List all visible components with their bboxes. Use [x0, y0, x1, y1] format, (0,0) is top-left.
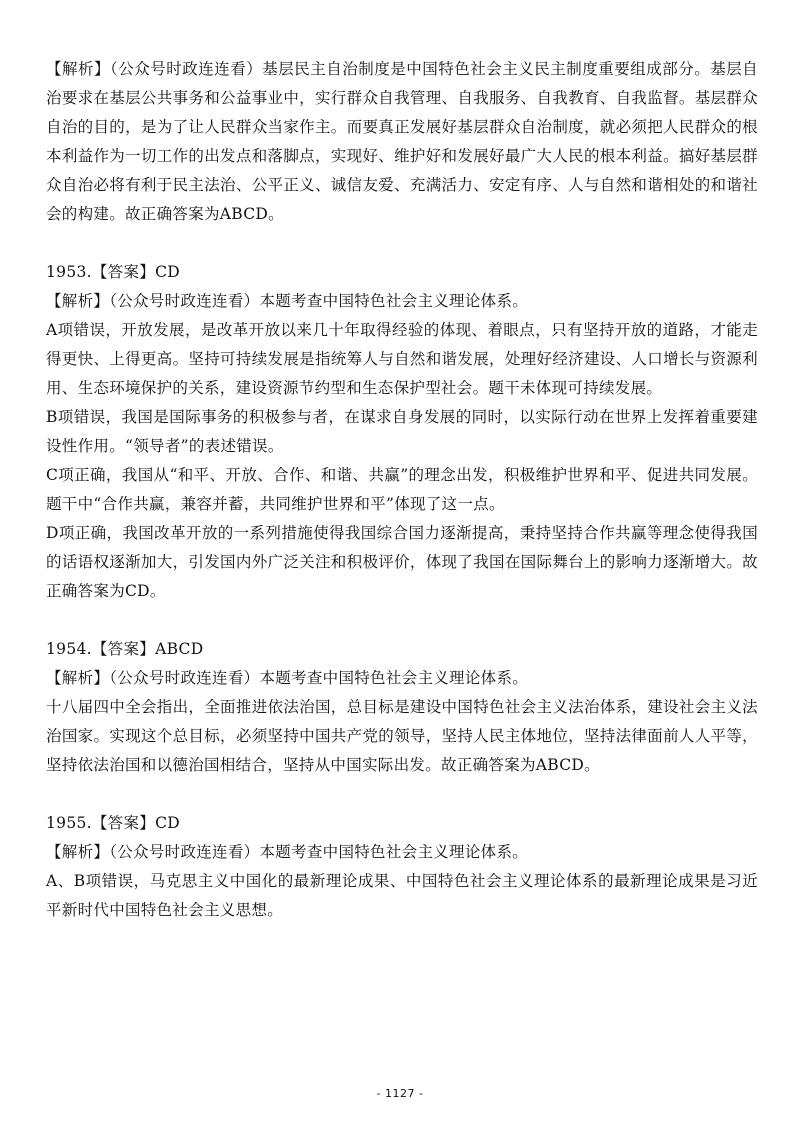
question-block-1954 — [46, 635, 758, 780]
explanation-paragraph: C项正确，我国从“和平、开放、合作、和谐、共赢”的理念出发，积极维护世界和平、促进共同发展。题干中“合作共赢，兼容并蓄，共同维护世界和平”体现了这一点。 — [46, 466, 758, 513]
explanation-block — [46, 55, 758, 229]
answer-line: 1954.【答案】ABCD — [46, 640, 204, 658]
section-gap — [46, 229, 758, 258]
explanation-paragraph: 【解析】（公众号时政连连看）本题考查中国特色社会主义理论体系。 — [46, 843, 529, 861]
question-block-1955 — [46, 809, 758, 925]
answer-line: 1955.【答案】CD — [46, 814, 180, 832]
question-block-1953 — [46, 258, 758, 606]
explanation-paragraph: 十八届四中全会指出，全面推进依法治国，总目标是建设中国特色社会主义法治体系，建设社会主义法治国家。实现这个总目标，必须坚持中国共产党的领导，坚持人民主体地位，坚持法律面前人人平等，坚持依法治国和以德治国相结合，坚持从中国实际出发。故正确答案为ABCD。 — [46, 698, 758, 774]
explanation-paragraph: A项错误，开放发展，是改革开放以来几十年取得经验的体现、着眼点，只有坚持开放的道路，才能走得更快、上得更高。坚持可持续发展是指统筹人与自然和谐发展，处理好经济建设、人口增长与资源利用、生态环境保护的关系，建设资源节约型和生态保护型社会。题干未体现可持续发展。 — [46, 321, 758, 397]
page-number: - 1127 - — [376, 1087, 424, 1100]
explanation-paragraph: 【解析】（公众号时政连连看）本题考查中国特色社会主义理论体系。 — [46, 292, 529, 310]
section-gap — [46, 780, 758, 809]
document-body — [46, 55, 758, 925]
explanation-paragraph: 【解析】（公众号时政连连看）本题考查中国特色社会主义理论体系。 — [46, 669, 529, 687]
section-gap — [46, 606, 758, 635]
explanation-paragraph: D项正确，我国改革开放的一系列措施使得我国综合国力逐渐提高，秉持坚持合作共赢等理念使得我国的话语权逐渐加大，引发国内外广泛关注和积极评价，体现了我国在国际舞台上的影响力逐渐增大。故正确答案为CD。 — [46, 524, 758, 600]
explanation-paragraph: 【解析】（公众号时政连连看）基层民主自治制度是中国特色社会主义民主制度重要组成部分。基层自治要求在基层公共事务和公益事业中，实行群众自我管理、自我服务、自我教育、自我监督。基层群众自治的目的，是为了让人民群众当家作主。而要真正发展好基层群众自治制度，就必须把人民群众的根本利益作为一切工作的出发点和落脚点，实现好、维护好和发展好最广大人民的根本利益。搞好基层群众自治必将有利于民主法治、公平正义、诚信友爱、充满活力、安定有序、人与自然和谐相处的和谐社会的构建。故正确答案为ABCD。 — [46, 60, 758, 223]
answer-line: 1953.【答案】CD — [46, 263, 180, 281]
explanation-paragraph: B项错误，我国是国际事务的积极参与者，在谋求自身发展的同时，以实际行动在世界上发挥着重要建设性作用。“领导者”的表述错误。 — [46, 408, 758, 455]
explanation-paragraph: A、B项错误，马克思主义中国化的最新理论成果、中国特色社会主义理论体系的最新理论成果是习近平新时代中国特色社会主义思想。 — [46, 872, 758, 919]
